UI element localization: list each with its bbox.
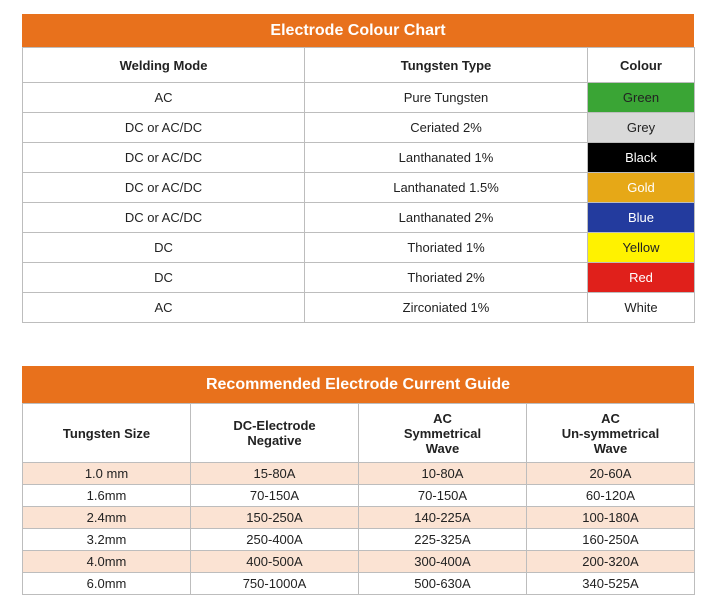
ac-symmetrical-cell: 10-80A bbox=[359, 463, 527, 485]
table-row bbox=[23, 113, 695, 143]
table-row bbox=[23, 173, 695, 203]
welding-mode-cell: AC bbox=[23, 293, 305, 323]
colour-swatch-cell: Green bbox=[588, 83, 695, 113]
header-dc-electrode-negative bbox=[191, 404, 359, 463]
header-line: DC-Electrode bbox=[233, 418, 316, 433]
header-line: Symmetrical bbox=[403, 425, 482, 441]
ac-unsymmetrical-cell: 100-180A bbox=[527, 507, 695, 529]
current-guide bbox=[22, 366, 694, 596]
header-line: Negative bbox=[247, 433, 302, 448]
tungsten-type-cell: Ceriated 2% bbox=[305, 113, 588, 143]
tungsten-size-cell: 3.2mm bbox=[23, 529, 191, 551]
tungsten-type-cell: Thoriated 1% bbox=[305, 233, 588, 263]
header-tungsten-type: Tungsten Type bbox=[305, 48, 588, 83]
electrode-colour-chart bbox=[22, 14, 694, 322]
welding-mode-cell: DC bbox=[23, 233, 305, 263]
colour-swatch-cell: White bbox=[588, 293, 695, 323]
dc-negative-cell: 400-500A bbox=[191, 551, 359, 573]
header-line: Wave bbox=[425, 440, 460, 456]
colour-swatch-cell: Black bbox=[588, 143, 695, 173]
colour-swatch-cell: Red bbox=[588, 263, 695, 293]
dc-negative-cell: 250-400A bbox=[191, 529, 359, 551]
header-line: Tungsten Size bbox=[62, 425, 151, 441]
welding-mode-cell: DC or AC/DC bbox=[23, 203, 305, 233]
table-row bbox=[23, 143, 695, 173]
ac-unsymmetrical-cell: 200-320A bbox=[527, 551, 695, 573]
colour-chart-title: Electrode Colour Chart bbox=[22, 14, 694, 47]
current-guide-header-row bbox=[23, 404, 695, 463]
header-line: Un-symmetrical bbox=[561, 425, 660, 441]
ac-unsymmetrical-cell: 160-250A bbox=[527, 529, 695, 551]
table-row bbox=[23, 83, 695, 113]
table-row bbox=[23, 203, 695, 233]
colour-chart-table bbox=[22, 47, 695, 323]
tungsten-size-cell: 6.0mm bbox=[23, 573, 191, 595]
table-row bbox=[23, 573, 695, 595]
table-row bbox=[23, 485, 695, 507]
tungsten-type-cell: Lanthanated 2% bbox=[305, 203, 588, 233]
ac-symmetrical-cell: 300-400A bbox=[359, 551, 527, 573]
dc-negative-cell: 750-1000A bbox=[191, 573, 359, 595]
dc-negative-cell: 15-80A bbox=[191, 463, 359, 485]
welding-mode-cell: DC or AC/DC bbox=[23, 173, 305, 203]
welding-mode-cell: DC bbox=[23, 263, 305, 293]
table-row bbox=[23, 551, 695, 573]
tungsten-size-cell: 4.0mm bbox=[23, 551, 191, 573]
colour-swatch-cell: Grey bbox=[588, 113, 695, 143]
header-ac-symmetrical-wave bbox=[359, 404, 527, 463]
header-line: Wave bbox=[593, 440, 628, 456]
ac-symmetrical-cell: 140-225A bbox=[359, 507, 527, 529]
tungsten-type-cell: Zirconiated 1% bbox=[305, 293, 588, 323]
tungsten-type-cell: Lanthanated 1% bbox=[305, 143, 588, 173]
tungsten-size-cell: 1.0 mm bbox=[23, 463, 191, 485]
header-tungsten-size bbox=[23, 404, 191, 463]
table-row bbox=[23, 463, 695, 485]
table-row bbox=[23, 507, 695, 529]
welding-mode-cell: AC bbox=[23, 83, 305, 113]
tungsten-type-cell: Thoriated 2% bbox=[305, 263, 588, 293]
ac-unsymmetrical-cell: 60-120A bbox=[527, 485, 695, 507]
ac-symmetrical-cell: 225-325A bbox=[359, 529, 527, 551]
dc-negative-cell: 150-250A bbox=[191, 507, 359, 529]
table-row bbox=[23, 233, 695, 263]
header-ac-unsymmetrical-wave bbox=[527, 404, 695, 463]
welding-mode-cell: DC or AC/DC bbox=[23, 143, 305, 173]
colour-swatch-cell: Yellow bbox=[588, 233, 695, 263]
colour-swatch-cell: Blue bbox=[588, 203, 695, 233]
header-colour: Colour bbox=[588, 48, 695, 83]
tungsten-size-cell: 2.4mm bbox=[23, 507, 191, 529]
colour-chart-header-row bbox=[23, 48, 695, 83]
current-guide-title: Recommended Electrode Current Guide bbox=[22, 366, 694, 403]
ac-symmetrical-cell: 70-150A bbox=[359, 485, 527, 507]
welding-mode-cell: DC or AC/DC bbox=[23, 113, 305, 143]
current-guide-table bbox=[22, 403, 695, 595]
dc-negative-cell: 70-150A bbox=[191, 485, 359, 507]
ac-unsymmetrical-cell: 340-525A bbox=[527, 573, 695, 595]
ac-unsymmetrical-cell: 20-60A bbox=[527, 463, 695, 485]
table-row bbox=[23, 263, 695, 293]
ac-symmetrical-cell: 500-630A bbox=[359, 573, 527, 595]
header-line: AC bbox=[433, 410, 452, 426]
table-row bbox=[23, 529, 695, 551]
header-welding-mode: Welding Mode bbox=[23, 48, 305, 83]
tungsten-size-cell: 1.6mm bbox=[23, 485, 191, 507]
tungsten-type-cell: Pure Tungsten bbox=[305, 83, 588, 113]
header-line: AC bbox=[601, 410, 620, 426]
tungsten-type-cell: Lanthanated 1.5% bbox=[305, 173, 588, 203]
colour-swatch-cell: Gold bbox=[588, 173, 695, 203]
table-row bbox=[23, 293, 695, 323]
